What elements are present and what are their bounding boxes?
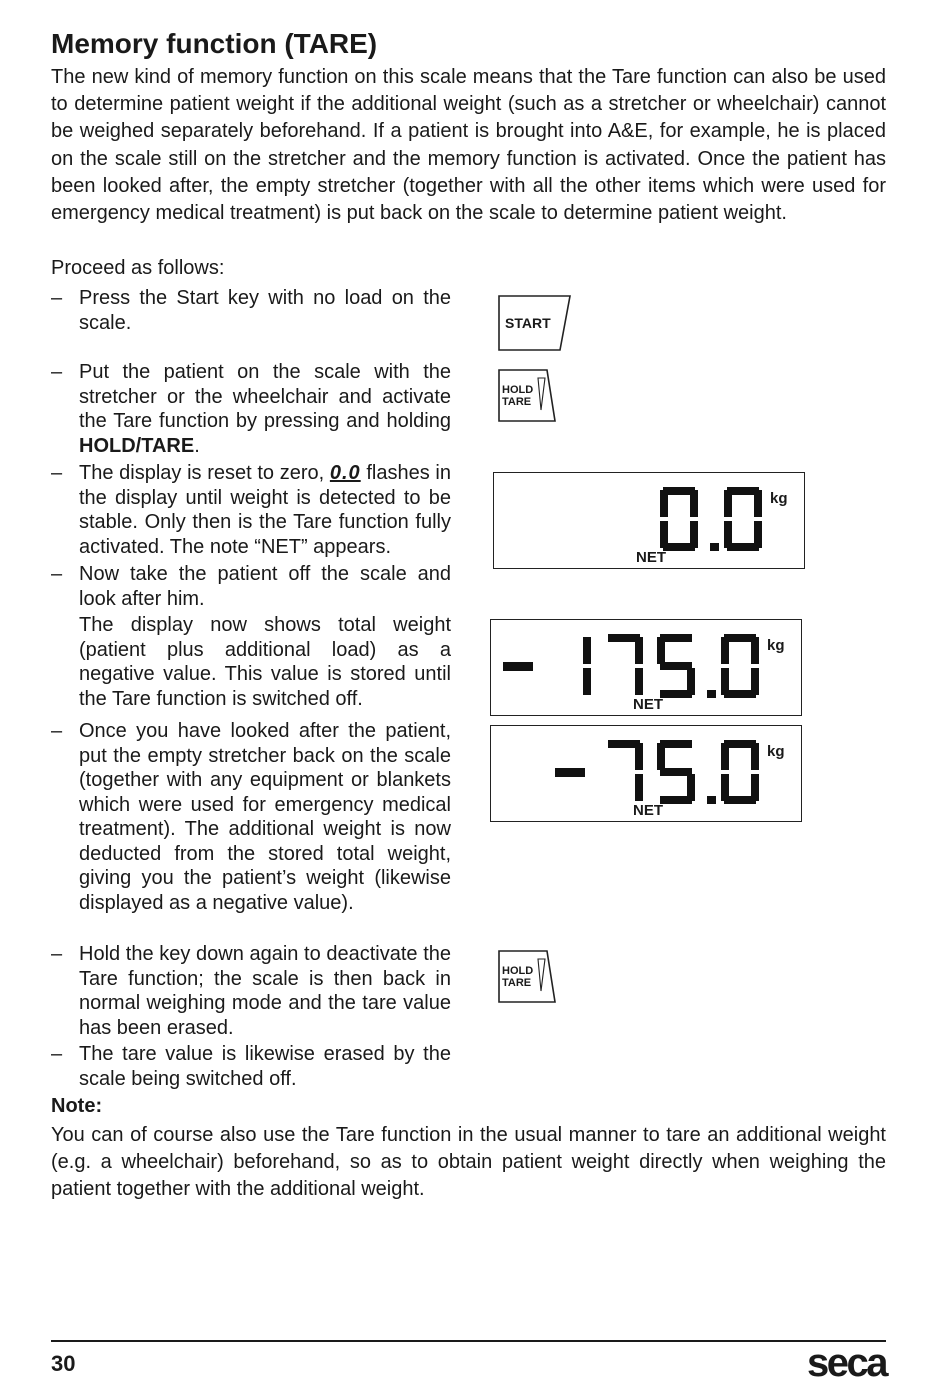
intro-paragraph: The new kind of memory function on this scale means that the Tare function can also be used to determine patient weight if the additional weight (such as a stretcher or wheelchair) cannot be weighed separately beforehand. If a patient is brought into A&E, for example, he is placed on the scale still on the stretcher and the memory function is activated. Once the patient has been looked after, the empty stretcher (together with all the other items which were used for emergency medical treatment) is put back on the scale to determine patient weight. bbox=[51, 66, 886, 225]
hold-key-label-line1: HOLD bbox=[502, 384, 534, 396]
step-5 bbox=[51, 719, 451, 915]
lcd-net-label: NET bbox=[633, 696, 663, 713]
lcd-segment bbox=[690, 490, 698, 517]
start-key-icon bbox=[497, 295, 573, 353]
lcd-segment bbox=[707, 796, 716, 804]
note-text: You can of course also use the Tare function in the usual manner to tare an additional weight (e.g. a wheelchair) beforehand, so as to obtain patient weight directly when weighing the patient together with the additional weight. bbox=[51, 1124, 886, 1201]
lcd-segment bbox=[660, 521, 668, 548]
lcd-unit-label: kg bbox=[767, 743, 785, 760]
inline-zero-display: 0.0 bbox=[329, 462, 361, 484]
lcd-segment bbox=[754, 490, 762, 517]
lcd-segment bbox=[635, 774, 643, 801]
lcd-segment bbox=[635, 637, 643, 664]
start-key-label: START bbox=[505, 315, 551, 331]
bullet-dash: – bbox=[51, 563, 63, 585]
lcd-segment bbox=[707, 690, 716, 698]
lcd-segment bbox=[635, 743, 643, 770]
lcd-unit-label: kg bbox=[767, 637, 785, 654]
bullet-dash: – bbox=[51, 462, 63, 484]
note-label: Note: bbox=[51, 1095, 103, 1117]
lcd-unit-label: kg bbox=[770, 490, 788, 507]
hold-tare-key-icon bbox=[497, 949, 559, 1005]
bullet-dash: – bbox=[51, 720, 63, 742]
bullet-dash: – bbox=[51, 361, 63, 383]
lcd-display-total bbox=[490, 619, 802, 716]
step-1 bbox=[51, 286, 451, 335]
step-3-text-a: The display is reset to zero, bbox=[79, 462, 330, 484]
step-3-text bbox=[79, 461, 451, 559]
lcd-segment bbox=[724, 490, 732, 517]
bullet-dash: – bbox=[51, 943, 63, 965]
step-2-text-c: . bbox=[194, 434, 200, 457]
lcd-segment bbox=[660, 490, 668, 517]
lcd-segment bbox=[721, 637, 729, 664]
bullet-dash: – bbox=[51, 287, 63, 309]
lcd-segment bbox=[724, 521, 732, 548]
lcd-segment bbox=[687, 668, 695, 695]
step-4-text: Now take the patient off the scale and look after him. bbox=[79, 563, 451, 610]
lcd-segment bbox=[751, 743, 759, 770]
step-4 bbox=[51, 562, 451, 711]
seca-logo: seca bbox=[807, 1341, 886, 1385]
lcd-net-label: NET bbox=[636, 549, 666, 566]
step-2-text-a: Put the patient on the scale with the stretcher or the wheelchair and activate the Tare function by pressing and holding bbox=[79, 361, 451, 432]
lcd-segment bbox=[555, 768, 585, 777]
step-6 bbox=[51, 942, 451, 1040]
step-3-text-c: flashes in the display until weight is detected to be stable. Only then is the Tare function fully activated. The note “NET” appears. bbox=[79, 462, 451, 558]
hold-key-label-line2: TARE bbox=[502, 977, 532, 989]
proceed-label: Proceed as follows: bbox=[51, 257, 225, 279]
hold-key-label-line1: HOLD bbox=[502, 965, 534, 977]
lcd-segment bbox=[751, 668, 759, 695]
lcd-net-label: NET bbox=[633, 802, 663, 819]
hold-key-label-line2: TARE bbox=[502, 396, 532, 408]
page-title: Memory function (TARE) bbox=[51, 28, 378, 59]
lcd-display-patient bbox=[490, 725, 802, 822]
step-7 bbox=[51, 1042, 451, 1091]
lcd-segment bbox=[754, 521, 762, 548]
lcd-segment bbox=[710, 543, 719, 551]
step-7-text: The tare value is likewise erased by the scale being switched off. bbox=[79, 1043, 451, 1090]
lcd-segment bbox=[657, 637, 665, 664]
step-5-text: Once you have looked after the patient, put the empty stretcher back on the scale (together with any equipment or blankets which were used for emergency medical treatment). The additional weight is now deducted from the stored total weight, giving you the patient’s weight (likewise displayed as a negative value). bbox=[79, 720, 451, 914]
lcd-segment bbox=[687, 774, 695, 801]
lcd-segment bbox=[721, 668, 729, 695]
hold-tare-key-icon bbox=[497, 368, 559, 424]
step-6-text: Hold the key down again to deactivate the Tare function; the scale is then back in normal weighing mode and the tare value has been erased. bbox=[79, 943, 451, 1039]
step-2-text bbox=[79, 360, 451, 458]
lcd-segment bbox=[503, 662, 533, 671]
lcd-segment bbox=[751, 774, 759, 801]
lcd-segment bbox=[583, 637, 591, 664]
lcd-segment bbox=[583, 668, 591, 695]
lcd-segment bbox=[721, 743, 729, 770]
step-3 bbox=[51, 461, 451, 559]
lcd-segment bbox=[635, 668, 643, 695]
lcd-segment bbox=[657, 743, 665, 770]
lcd-segment bbox=[751, 637, 759, 664]
hold-tare-key-name: HOLD/TARE bbox=[79, 434, 195, 457]
step-4-subparagraph: The display now shows total weight (patient plus additional load) as a negative value. This value is stored until the Tare function is switched off. bbox=[79, 614, 451, 710]
footer-divider bbox=[51, 1340, 886, 1342]
step-1-text: Press the Start key with no load on the scale. bbox=[79, 287, 451, 334]
lcd-segment bbox=[721, 774, 729, 801]
lcd-display-zero bbox=[493, 472, 805, 569]
step-2 bbox=[51, 360, 451, 458]
lcd-segment bbox=[690, 521, 698, 548]
page-number: 30 bbox=[51, 1351, 76, 1376]
bullet-dash: – bbox=[51, 1043, 63, 1065]
